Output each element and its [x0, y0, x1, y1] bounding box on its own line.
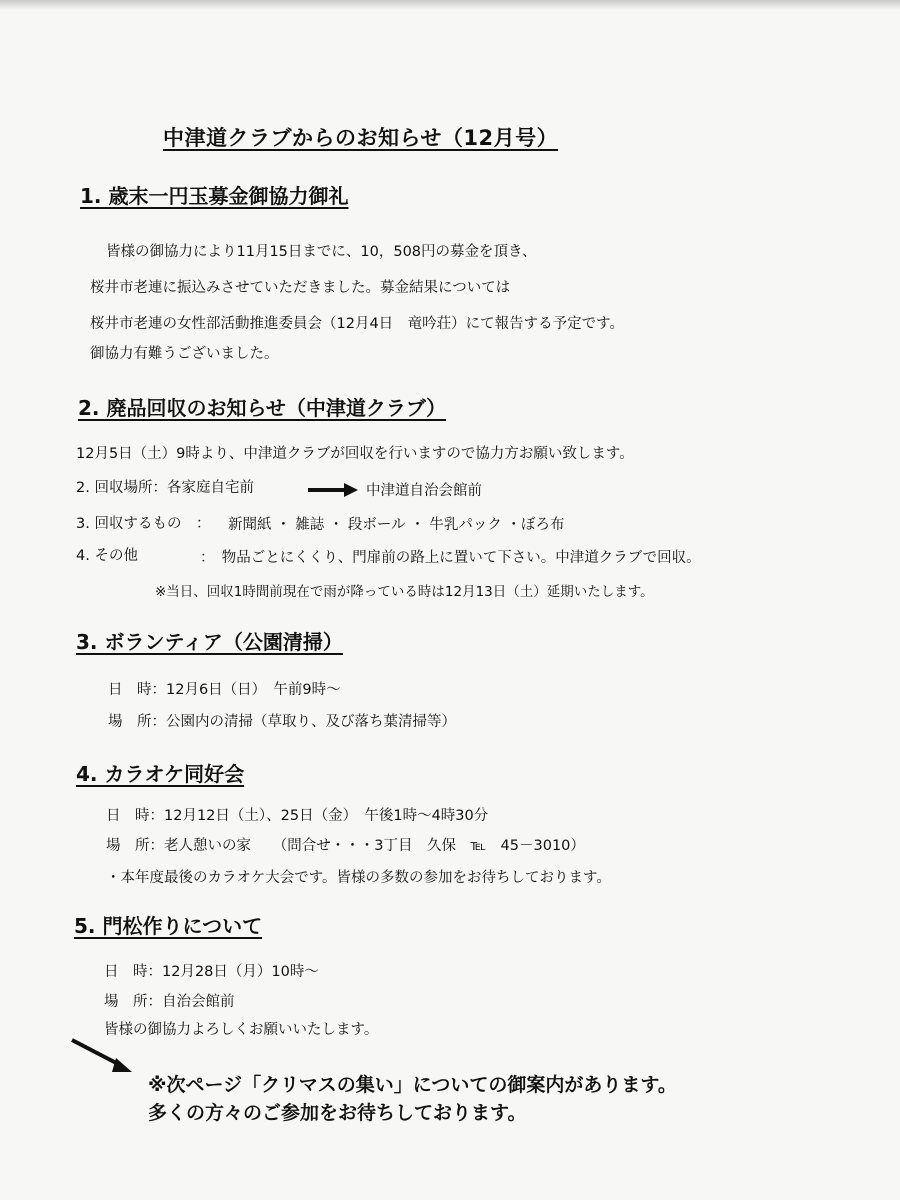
section-4-heading: 4. カラオケ同好会	[76, 762, 245, 786]
section-2-heading: 2. 廃品回収のお知らせ（中津道クラブ）	[78, 396, 447, 420]
volunteer-datetime: 日 時：12月6日（日） 午前9時～	[108, 682, 341, 698]
section-1-heading: 1. 歳末一円玉募金御協力御礼	[80, 184, 349, 208]
right-arrow-icon	[308, 483, 358, 497]
other-value: ： 物品ごとにくくり、門扉前の路上に置いて下さい。中津道クラブで回収。	[200, 550, 701, 566]
section-2-intro: 12月5日（土）9時より、中津道クラブが回収を行いますので協力方お願い致します。	[76, 446, 634, 462]
collection-place-label: 2. 回収場所：各家庭自宅前	[76, 480, 254, 496]
kadomatsu-request: 皆様の御協力よろしくお願いいたします。	[104, 1022, 379, 1038]
down-right-arrow-icon	[70, 1038, 134, 1074]
kadomatsu-place: 場 所：自治会館前	[104, 994, 235, 1010]
scan-edge	[0, 0, 900, 10]
rain-note: ※当日、回収1時間前現在で雨が降っている時は12月13日（土）延期いたします。	[155, 584, 654, 600]
section-5-heading: 5. 門松作りについて	[74, 914, 263, 938]
collection-items-label: 3. 回収するもの ：	[76, 516, 211, 532]
next-page-note: ※次ページ「クリマスの集い」についての御案内があります。	[148, 1074, 677, 1096]
collection-place-destination: 中津道自治会館前	[366, 483, 482, 499]
karaoke-note: ・本年度最後のカラオケ大会です。皆様の多数の参加をお待ちしております。	[106, 870, 611, 886]
karaoke-place: 場 所：老人憩いの家 （問合せ・・・3丁目 久保 ℡ 45－3010）	[106, 838, 585, 854]
other-label: 4. その他	[76, 548, 138, 564]
karaoke-datetime: 日 時：12月12日（土）、25日（金） 午後1時～4時30分	[106, 808, 489, 824]
section-1-line: 桜井市老連に振込みさせていただきました。募金結果については	[90, 280, 511, 296]
participation-note: 多くの方々のご参加をお待ちしております。	[148, 1102, 527, 1124]
collection-items-value: 新聞紙 ・ 雑誌 ・ 段ボール ・ 牛乳パック ・ぼろ布	[228, 517, 565, 533]
section-1-line: 御協力有難うございました。	[90, 346, 279, 362]
page-title: 中津道クラブからのお知らせ（12月号）	[163, 126, 559, 150]
section-3-heading: 3. ボランティア（公園清掃）	[76, 630, 343, 654]
section-1-line: 桜井市老連の女性部活動推進委員会（12月4日 竜吟荘）にて報告する予定です。	[90, 316, 625, 332]
kadomatsu-datetime: 日 時：12月28日（月）10時～	[104, 964, 319, 980]
section-1-line: 皆様の御協力により11月15日までに、10，508円の募金を頂き、	[106, 244, 537, 260]
volunteer-place: 場 所：公園内の清掃（草取り、及び落ち葉清掃等）	[108, 714, 456, 730]
